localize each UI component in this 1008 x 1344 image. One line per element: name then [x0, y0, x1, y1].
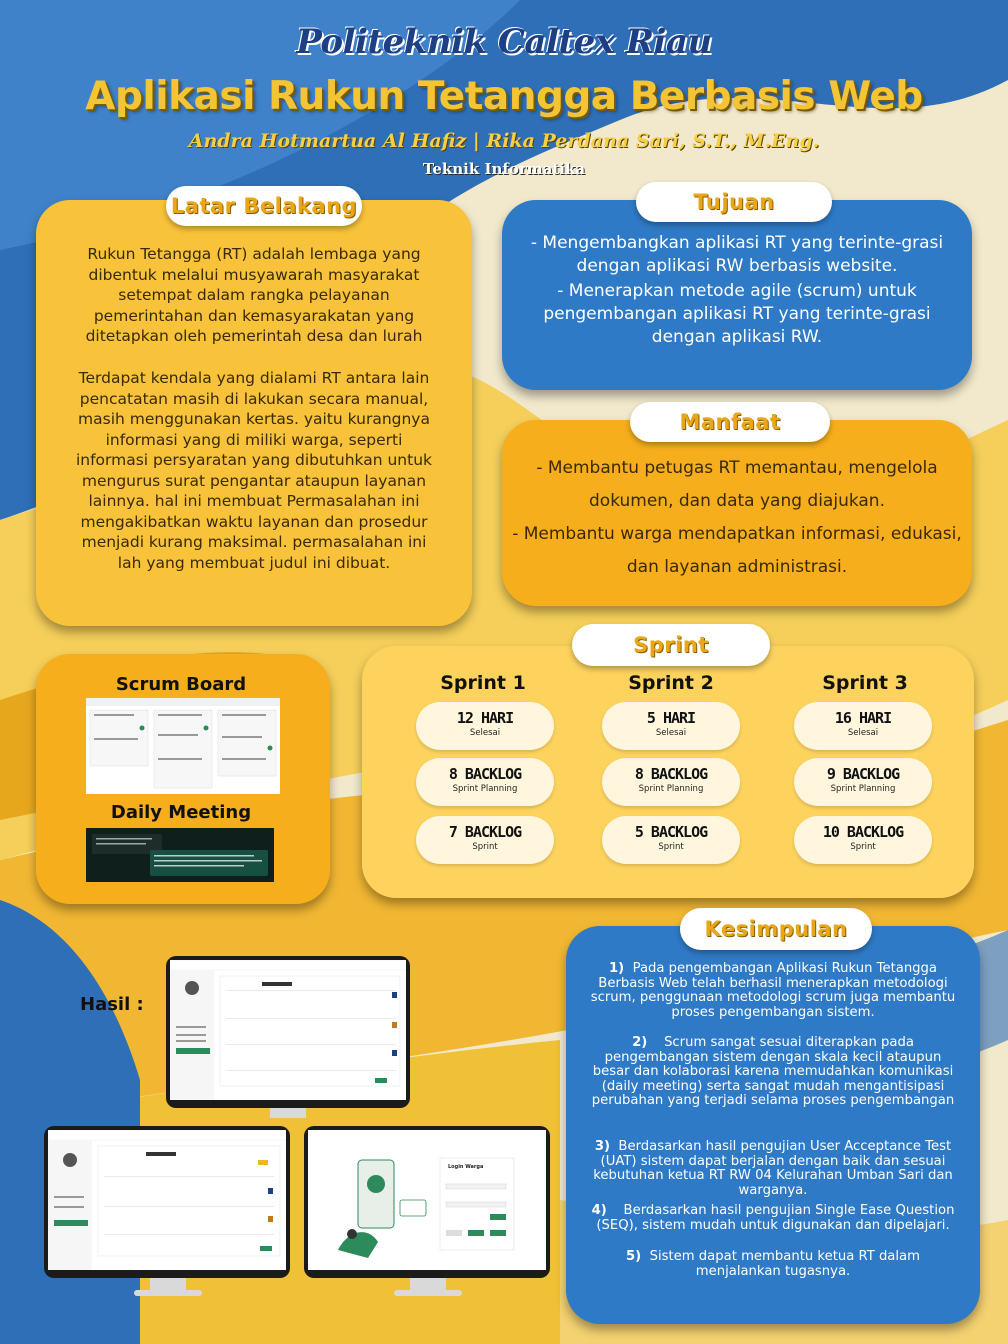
- kesimpulan-item-4: [590, 1204, 956, 1233]
- kesimpulan-num-2: 2): [632, 1035, 648, 1050]
- kesimpulan-num-5: 5): [625, 1249, 642, 1264]
- monitor-bottom-right-base: [394, 1290, 462, 1296]
- poster-authors: Andra Hotmartua Al Hafiz | Rika Perdana Sari, S.T., M.Eng.: [188, 130, 820, 152]
- latar-belakang-paragraph-2: Terdapat kendala yang dialami RT antara lain pencatatan masih di lakukan secara manual, masih menggunakan kertas. yaitu kurangnya informasi yang di miliki warga, seperti informasi persyaratan yang dibutuhkan untuk mengurus surat pengantar ataupun layanan lainnya. hal ini membuat Permasalahan ini mengakibatkan waktu layanan dan prosedur menjadi kurang maksimal. permasalahan ini lah yang membuat judul ini dibuat.: [75, 369, 433, 572]
- sprint-1-heading: Sprint 1: [440, 672, 526, 694]
- monitor-top-screen: [170, 960, 406, 1100]
- kesimpulan-num-3: 3): [594, 1139, 611, 1154]
- sprint-1-sprint-box: [416, 816, 554, 864]
- daily-meeting-image: [86, 828, 274, 882]
- monitor-bottom-left-base: [134, 1290, 202, 1296]
- kesimpulan-num-1: 1): [608, 961, 625, 976]
- poster-title: Aplikasi Rukun Tetangga Berbasis Web: [85, 74, 923, 119]
- sprint-1-days-box: [416, 702, 554, 750]
- tujuan-item-2: - Menerapkan metode agile (scrum) untuk pengembangan aplikasi RT yang terinte-grasi dengan aplikasi RW.: [543, 281, 931, 347]
- sprint-3-planning: 9 BACKLOG: [826, 765, 900, 783]
- sprint-2-sprint-sub: Sprint: [658, 842, 684, 852]
- monitor-bottom-left-screen: [48, 1130, 286, 1270]
- sprint-2-sprint: 5 BACKLOG: [634, 823, 708, 841]
- latar-belakang-card: [36, 200, 472, 626]
- latar-belakang-paragraph-1: Rukun Tetangga (RT) adalah lembaga yang dibentuk melalui musyawarah masyarakat setempat dalam rangka pelayanan pemerintahan dan kemasyarakatan yang ditetapkan oleh pemerintah desa dan lurah: [85, 245, 423, 345]
- kesimpulan-text-4: Berdasarkan hasil pengujian Single Ease Question (SEQ), sistem mudah untuk digunakan dan dipelajari.: [596, 1203, 955, 1233]
- login-title: Login Warga: [448, 1164, 484, 1170]
- kesimpulan-item-3: [590, 1140, 956, 1198]
- monitor-top-stand: [270, 1108, 306, 1118]
- tujuan-heading: Tujuan: [636, 182, 832, 222]
- sprint-3-days: 16 HARI: [834, 709, 892, 727]
- sprint-2-sprint-box: [602, 816, 740, 864]
- sprint-3-sprint-sub: Sprint: [850, 842, 876, 852]
- kesimpulan-num-4: 4): [591, 1203, 607, 1218]
- sprint-1-days-sub: Selesai: [469, 728, 501, 738]
- latar-belakang-heading: Latar Belakang: [166, 186, 362, 226]
- kesimpulan-text-3: Berdasarkan hasil pengujian User Acceptance Test (UAT) sistem dapat berjalan dengan baik dan sesuai kebutuhan ketua RT RW 04 Kelurahan Umban Sari dan warganya.: [593, 1139, 953, 1198]
- scrum-card: [36, 654, 330, 904]
- sprint-2-heading: Sprint 2: [628, 672, 714, 694]
- sprint-2-planning-box: [602, 758, 740, 806]
- sprint-3-days-box: [794, 702, 932, 750]
- sprint-1-planning-box: [416, 758, 554, 806]
- manfaat-item-2: - Membantu warga mendapatkan informasi, edukasi, dan layanan administrasi.: [512, 524, 962, 577]
- sprint-2-days-box: [602, 702, 740, 750]
- sprint-2-planning: 8 BACKLOG: [634, 765, 708, 783]
- kesimpulan-card: [566, 926, 980, 1324]
- scrum-board-label: Scrum Board: [115, 674, 247, 695]
- sprint-3-heading: Sprint 3: [822, 672, 908, 694]
- kesimpulan-item-2: [590, 1036, 956, 1109]
- sprint-2-days: 5 HARI: [646, 709, 696, 727]
- kesimpulan-text-5: Sistem dapat membantu ketua RT dalam menjalankan tugasnya.: [649, 1249, 920, 1279]
- kesimpulan-item-5: [590, 1250, 956, 1279]
- dashboard-screenshot-bottom: [48, 1130, 286, 1270]
- sprint-1-planning-sub: Sprint Planning: [452, 784, 518, 794]
- tujuan-item-1: - Mengembangkan aplikasi RT yang terinte-grasi dengan aplikasi RW berbasis website.: [530, 233, 944, 276]
- monitor-bottom-right-screen: [308, 1130, 546, 1270]
- sprint-1-sprint-sub: Sprint: [472, 842, 498, 852]
- daily-meeting-label: Daily Meeting: [110, 802, 252, 823]
- manfaat-card: [502, 420, 972, 606]
- kesimpulan-heading: Kesimpulan: [680, 908, 872, 950]
- sprint-card: [362, 646, 974, 898]
- sprint-3-planning-box: [794, 758, 932, 806]
- hasil-label: Hasil :: [80, 994, 144, 1015]
- sprint-3-sprint: 10 BACKLOG: [822, 823, 904, 841]
- sprint-3-planning-sub: Sprint Planning: [830, 784, 896, 794]
- monitor-bottom-right: [304, 1126, 550, 1278]
- sprint-heading: Sprint: [572, 624, 770, 666]
- dashboard-screenshot-top: [170, 960, 406, 1100]
- kesimpulan-text-1: Pada pengembangan Aplikasi Rukun Tetangga Berbasis Web telah berhasil menerapkan metodologi scrum, penggunaan metodologi scrum juga membantu proses pengembangan sistem.: [590, 961, 956, 1020]
- sprint-1-days: 12 HARI: [456, 709, 514, 727]
- kesimpulan-text-2: Scrum sangat sesuai diterapkan pada pengembangan sistem dengan skala kecil ataupun besar dan kolaborasi karena memudahkan komunikasi (daily meeting) serta sangat mudah mengantisipasi perubahan yang terjadi selama proses pengembangan: [591, 1035, 955, 1109]
- login-illustration: [308, 1130, 546, 1270]
- tujuan-card: [502, 200, 972, 390]
- monitor-bottom-left: [44, 1126, 290, 1278]
- sprint-2-planning-sub: Sprint Planning: [638, 784, 704, 794]
- manfaat-item-1: - Membantu petugas RT memantau, mengelola dokumen, dan data yang diajukan.: [536, 458, 938, 511]
- scrum-board-image: [86, 698, 280, 794]
- sprint-1-planning: 8 BACKLOG: [448, 765, 522, 783]
- sprint-3-sprint-box: [794, 816, 932, 864]
- monitor-top: [166, 956, 410, 1108]
- manfaat-heading: Manfaat: [630, 402, 830, 442]
- sprint-1-sprint: 7 BACKLOG: [448, 823, 522, 841]
- kesimpulan-item-1: [590, 962, 956, 1020]
- sprint-3-days-sub: Selesai: [847, 728, 879, 738]
- institution-name: Politeknik Caltex Riau: [296, 22, 712, 62]
- department-name: Teknik Informatika: [422, 160, 586, 178]
- sprint-2-days-sub: Selesai: [655, 728, 687, 738]
